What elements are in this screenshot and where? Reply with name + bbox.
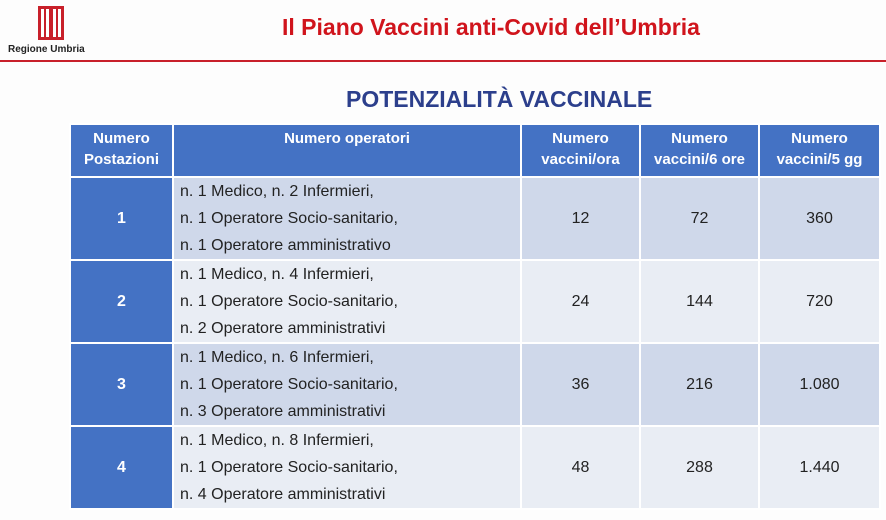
header-numero-operatori [173, 124, 521, 177]
header-vaccini-6-ore [640, 124, 759, 177]
postazioni-cell: 3 [70, 343, 173, 426]
operatori-line: n. 1 Operatore amministrativo [180, 237, 391, 254]
operatori-line: n. 1 Medico, n. 2 Infermieri, [180, 183, 374, 200]
vaccini-5-gg-cell: 1.440 [759, 426, 880, 509]
logo-text: Regione Umbria [8, 44, 85, 55]
regione-umbria-emblem-icon [38, 6, 64, 40]
header-vaccini-5-gg [759, 124, 880, 177]
vaccini-6-ore-cell: 288 [640, 426, 759, 509]
vaccini-ora-cell: 12 [521, 177, 640, 260]
table-row [70, 426, 880, 509]
operatori-line: n. 2 Operatore amministrativi [180, 320, 386, 337]
postazioni-cell: 2 [70, 260, 173, 343]
header-line: vaccini/ora [541, 151, 620, 168]
vaccini-ora-cell: 48 [521, 426, 640, 509]
vaccination-capacity-table [69, 123, 881, 510]
table-row [70, 177, 880, 260]
operatori-line: n. 1 Operatore Socio-sanitario, [180, 459, 398, 476]
vaccini-5-gg-cell: 360 [759, 177, 880, 260]
table-row [70, 343, 880, 426]
vaccini-ora-cell: 36 [521, 343, 640, 426]
operatori-line: n. 1 Operatore Socio-sanitario, [180, 210, 398, 227]
operatori-line: n. 1 Operatore Socio-sanitario, [180, 293, 398, 310]
header-line: Numero [93, 130, 150, 147]
vaccini-ora-cell: 24 [521, 260, 640, 343]
vaccini-5-gg-cell: 720 [759, 260, 880, 343]
header-numero-postazioni [70, 124, 173, 177]
header-divider [0, 60, 886, 62]
header-line: vaccini/5 gg [776, 151, 863, 168]
operatori-cell [173, 343, 521, 426]
operatori-line: n. 3 Operatore amministrativi [180, 403, 386, 420]
operatori-line: n. 4 Operatore amministrativi [180, 486, 386, 503]
operatori-line: n. 1 Operatore Socio-sanitario, [180, 376, 398, 393]
vaccini-6-ore-cell: 72 [640, 177, 759, 260]
header-line: Numero operatori [284, 130, 410, 147]
operatori-cell [173, 177, 521, 260]
header-title: Il Piano Vaccini anti-Covid dell’Umbria [282, 14, 700, 40]
vaccini-6-ore-cell: 144 [640, 260, 759, 343]
section-title: POTENZIALITÀ VACCINALE [346, 86, 653, 112]
vaccini-5-gg-cell: 1.080 [759, 343, 880, 426]
header-line: vaccini/6 ore [654, 151, 745, 168]
operatori-cell [173, 260, 521, 343]
header-line: Numero [552, 130, 609, 147]
header-line: Numero [671, 130, 728, 147]
header-vaccini-ora [521, 124, 640, 177]
operatori-line: n. 1 Medico, n. 8 Infermieri, [180, 432, 374, 449]
regione-umbria-logo [8, 4, 98, 58]
operatori-line: n. 1 Medico, n. 4 Infermieri, [180, 266, 374, 283]
postazioni-cell: 1 [70, 177, 173, 260]
operatori-line: n. 1 Medico, n. 6 Infermieri, [180, 349, 374, 366]
header-line: Postazioni [83, 151, 159, 168]
header-line: Numero [791, 130, 848, 147]
table-row [70, 260, 880, 343]
postazioni-cell: 4 [70, 426, 173, 509]
table-header-row [70, 124, 880, 177]
vaccini-6-ore-cell: 216 [640, 343, 759, 426]
operatori-cell [173, 426, 521, 509]
